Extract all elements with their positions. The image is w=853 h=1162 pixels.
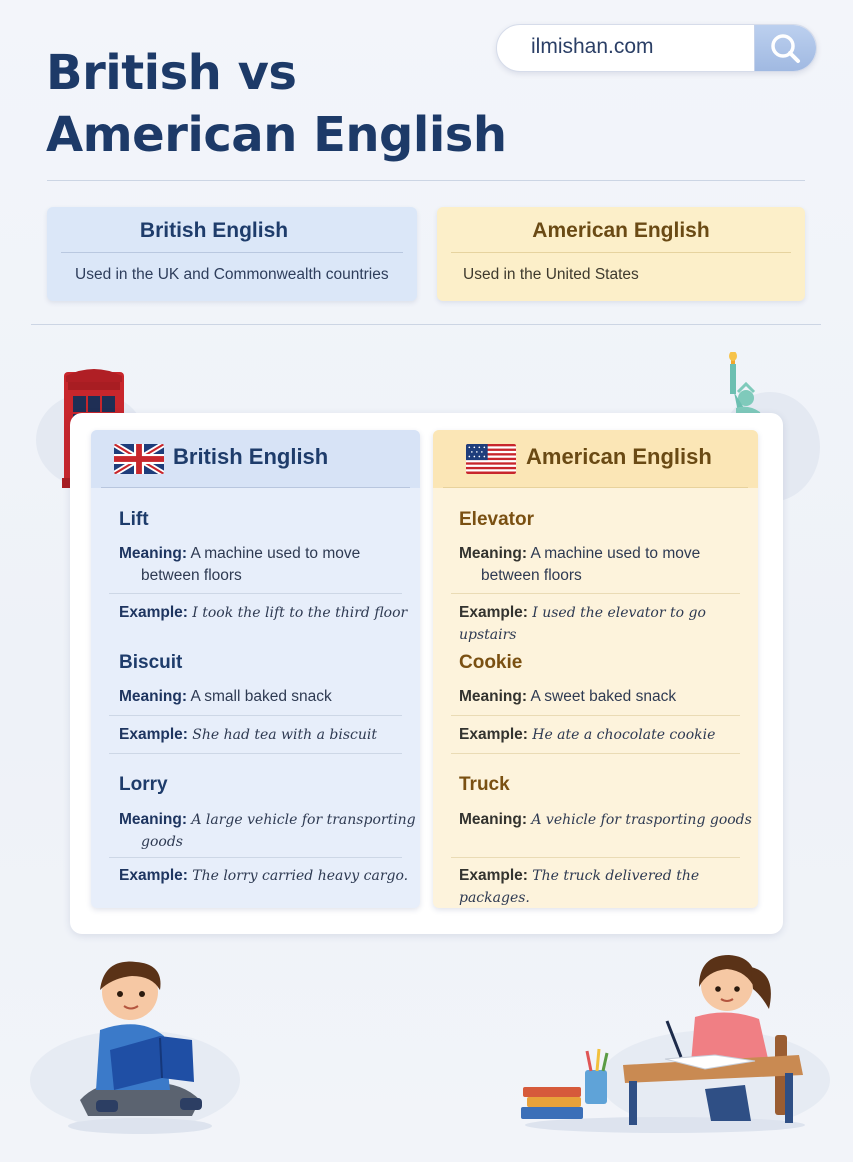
british-example-2-text: She had tea with a biscuit	[192, 727, 377, 743]
summary-british-title: British English	[139, 219, 289, 242]
british-word-2: Biscuit	[119, 652, 183, 673]
american-meaning-1-line2: between floors	[481, 567, 582, 584]
american-header-divider	[443, 487, 748, 488]
british-example-2	[119, 724, 377, 746]
british-header	[91, 430, 420, 488]
american-example-2	[459, 724, 715, 746]
uk-flag-icon	[114, 444, 164, 474]
american-example-2-text: He ate a chocolate cookie	[532, 727, 716, 743]
summary-american-title: American English	[532, 219, 710, 242]
british-header-label: British English	[173, 444, 329, 469]
meaning-label: Meaning:	[119, 545, 188, 562]
summary-british-divider	[61, 252, 403, 253]
british-word-1: Lift	[119, 509, 149, 530]
british-example-3	[119, 865, 408, 887]
summary-american-desc: Used in the United States	[463, 266, 639, 283]
example-label: Example:	[119, 867, 188, 884]
british-header-divider	[101, 487, 410, 488]
example-label: Example:	[459, 604, 528, 621]
divider	[451, 857, 740, 858]
summary-british-desc: Used in the UK and Commonwealth countries	[75, 266, 389, 283]
british-example-1-text: I took the lift to the third floor	[192, 605, 408, 621]
american-header	[433, 430, 758, 488]
example-label: Example:	[119, 726, 188, 743]
summary-card-american	[437, 207, 805, 301]
british-word-3: Lorry	[119, 774, 168, 795]
british-meaning-2	[119, 686, 332, 708]
example-label: Example:	[119, 604, 188, 621]
example-label: Example:	[459, 726, 528, 743]
british-meaning-3-line2: goods	[141, 834, 183, 850]
american-word-3: Truck	[459, 774, 510, 795]
american-column	[433, 430, 758, 908]
us-flag-icon	[466, 444, 516, 474]
meaning-label: Meaning:	[119, 688, 188, 705]
meaning-label: Meaning:	[459, 811, 528, 828]
british-meaning-2-line1: A small baked snack	[190, 688, 332, 705]
american-meaning-1-line1: A machine used to move	[530, 545, 701, 562]
american-example-1-text: I used the elevator to go upstairs	[459, 605, 706, 643]
search-bar[interactable]	[496, 24, 817, 72]
summary-card-british	[47, 207, 417, 301]
divider	[451, 753, 740, 754]
summary-american-divider	[451, 252, 791, 253]
girl-writing-icon	[515, 945, 815, 1135]
divider	[109, 715, 402, 716]
search-icon	[755, 25, 817, 72]
american-example-3	[459, 865, 758, 909]
american-header-label: American English	[526, 444, 712, 469]
divider-top	[47, 180, 805, 181]
british-column	[91, 430, 420, 908]
american-example-1	[459, 602, 758, 646]
divider-middle	[31, 324, 821, 325]
search-input[interactable]: ilmishan.com	[531, 35, 654, 58]
american-meaning-1	[459, 543, 700, 587]
american-meaning-2-line1: A sweet baked snack	[530, 688, 677, 705]
american-meaning-2	[459, 686, 676, 708]
british-meaning-1	[119, 543, 360, 587]
meaning-label: Meaning:	[119, 811, 188, 828]
british-example-3-text: The lorry carried heavy cargo.	[192, 868, 409, 884]
example-label: Example:	[459, 867, 528, 884]
title-line-2: American English	[46, 107, 507, 163]
divider	[109, 593, 402, 594]
american-meaning-3-line1: A vehicle for trasporting goods	[531, 812, 752, 828]
british-meaning-1-line1: A machine used to move	[190, 545, 361, 562]
american-meaning-3	[459, 809, 752, 831]
american-word-2: Cookie	[459, 652, 523, 673]
meaning-label: Meaning:	[459, 688, 528, 705]
american-example-3-text: The truck delivered the packages.	[459, 868, 700, 906]
british-example-1	[119, 602, 407, 624]
british-meaning-3-line1: A large vehicle for transporting	[191, 812, 416, 828]
american-word-1: Elevator	[459, 509, 534, 530]
search-button[interactable]	[754, 25, 816, 72]
boy-reading-icon	[60, 950, 220, 1135]
meaning-label: Meaning:	[459, 545, 528, 562]
british-meaning-1-line2: between floors	[141, 567, 242, 584]
british-meaning-3	[119, 809, 416, 853]
divider	[451, 715, 740, 716]
divider	[109, 753, 402, 754]
divider	[451, 593, 740, 594]
page-title	[46, 42, 507, 166]
title-line-1: British vs	[46, 45, 297, 101]
divider	[109, 857, 402, 858]
